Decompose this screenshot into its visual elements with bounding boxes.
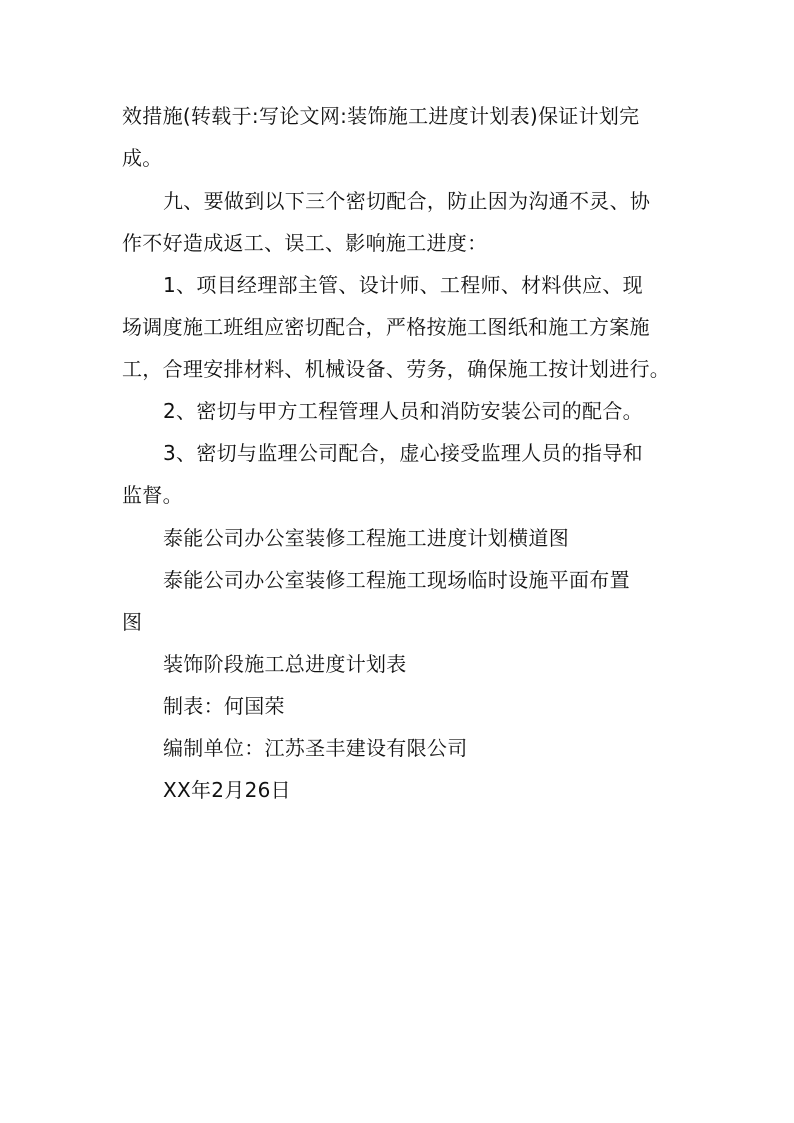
attachment-title-site-layout: 泰能公司办公室装修工程施工现场临时设施平面布置 (163, 568, 630, 592)
organization: 编制单位：江苏圣丰建设有限公司 (163, 736, 468, 760)
body-text-line: 工，合理安排材料、机械设备、劳务，确保施工按计划进行。 (122, 357, 671, 381)
body-text-line: 成。 (122, 146, 163, 170)
attachment-title-gantt: 泰能公司办公室装修工程施工进度计划横道图 (163, 526, 569, 550)
body-text-line: 场调度施工班组应密切配合，严格按施工图纸和施工方案施 (122, 315, 650, 339)
body-text-line: 监督。 (122, 483, 183, 507)
section-nine-heading: 九、要做到以下三个密切配合，防止因为沟通不灵、协 (163, 189, 651, 213)
list-item-2: 2、密切与甲方工程管理人员和消防安装公司的配合。 (163, 399, 643, 423)
prepared-by: 制表：何国荣 (163, 694, 285, 718)
list-item-1: 1、项目经理部主管、设计师、工程师、材料供应、现 (163, 273, 643, 297)
document-date: XX年2月26日 (163, 778, 291, 802)
body-text-line: 效措施(转载于:写论文网:装饰施工进度计划表)保证计划完 (122, 104, 640, 128)
list-item-3: 3、密切与监理公司配合，虚心接受监理人员的指导和 (163, 441, 643, 465)
body-text-line: 图 (122, 610, 143, 634)
body-text-line: 作不好造成返工、误工、影响施工进度： (122, 231, 488, 255)
attachment-title-schedule: 装饰阶段施工总进度计划表 (163, 652, 407, 676)
